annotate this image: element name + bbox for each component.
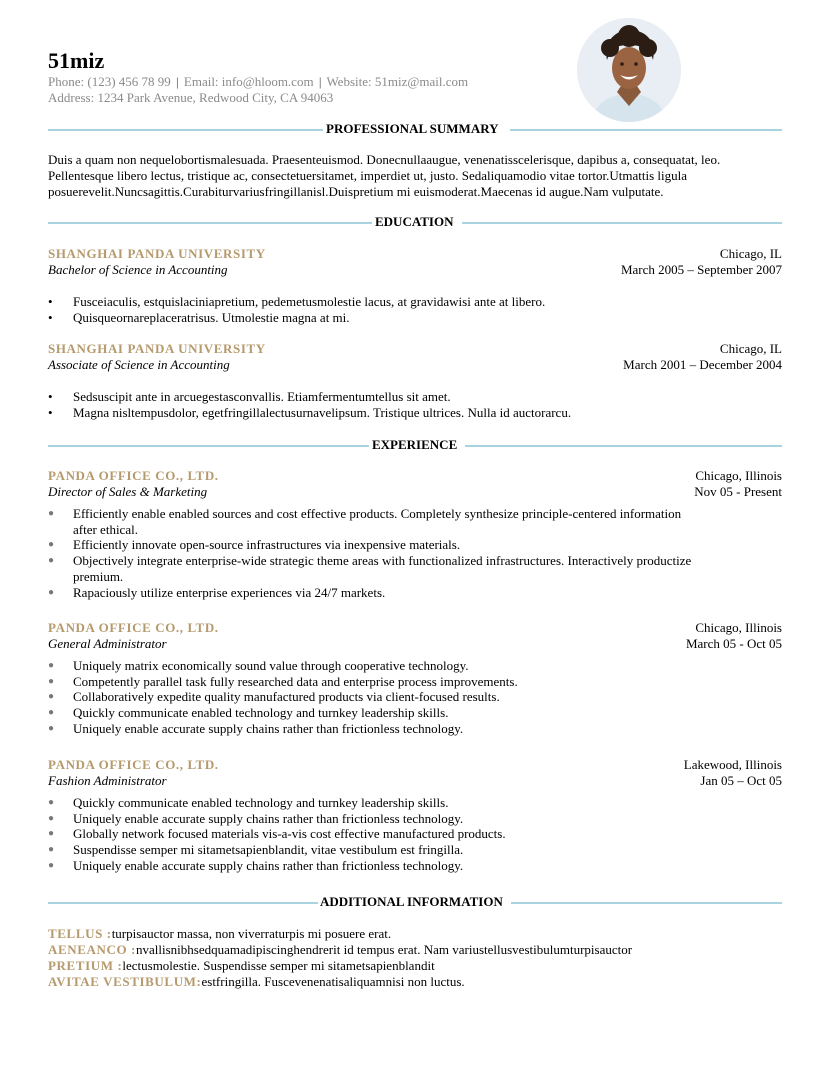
company-name: PANDA OFFICE CO., LTD.: [48, 468, 219, 483]
additional-item: [48, 926, 391, 942]
contact-line: [48, 74, 468, 90]
summary-line: Duis a quam non nequelobortismalesuada. Praesenteuismod. Donecnullaaugue, venenatisscelerisque, dapibus a, consequatat, leo.: [48, 152, 721, 167]
email-text: Email: info@hloom.com: [183, 74, 314, 89]
divider: [48, 222, 372, 224]
job-title: General Administrator: [48, 636, 167, 651]
location: Chicago, Illinois: [695, 468, 782, 483]
company-name: PANDA OFFICE CO., LTD.: [48, 620, 219, 635]
list-item: • Quisqueornareplaceratrisus. Utmolestie magna at mi.: [48, 309, 350, 325]
list-item: ● Efficiently innovate open-source infrastructures via inexpensive materials.: [48, 537, 461, 553]
profile-photo-illustration: [577, 18, 681, 122]
candidate-name: 51miz: [48, 48, 105, 73]
section-title: EXPERIENCE: [372, 437, 458, 452]
profile-photo: [577, 18, 681, 122]
date-range: March 2005 – September 2007: [620, 262, 782, 277]
experience-bullets: [48, 658, 728, 737]
divider: [48, 902, 318, 904]
section-title: EDUCATION: [375, 214, 454, 229]
address-text: Address: 1234 Park Avenue, Redwood City, CA 94063: [48, 90, 334, 105]
list-item: ● Globally network focused materials vis-a-vis cost effective manufactured products.: [48, 826, 506, 842]
divider: [465, 445, 782, 447]
list-item: ● Uniquely enable accurate supply chains rather than frictionless technology.: [48, 857, 464, 873]
summary-line: posuerevelit.Nuncsagittis.Curabiturvariusfringillanisl.Duispretium mi euismoderat.Maecenas id augue.Nam vulputate.: [48, 184, 664, 199]
experience-bullets: [48, 795, 728, 874]
section-title: PROFESSIONAL SUMMARY: [326, 121, 499, 136]
item-key: AENEANCO :: [48, 942, 136, 957]
job-title: Fashion Administrator: [48, 773, 167, 788]
item-key: AVITAE VESTIBULUM:: [48, 974, 202, 989]
list-item: • Fusceiaculis, estquislaciniapretium, pedemetusmolestie lacus, at gravidawisi ante at libero.: [48, 294, 546, 309]
location: Lakewood, Illinois: [683, 757, 782, 772]
item-key: PRETIUM :: [48, 958, 123, 973]
job-title: Director of Sales & Marketing: [48, 484, 208, 499]
item-value: nvallisnibhsedquamadipiscinghendrerit id tempus erat. Nam variustellusvestibulumturpisauctor: [135, 942, 633, 957]
location: Chicago, IL: [719, 341, 782, 356]
summary-section-header: [48, 121, 782, 137]
list-item: • Magna nisltempusdolor, egetfringillalectusurnavelipsum. Tristique ultrices. Nulla id auctorarcu.: [48, 404, 572, 420]
experience-bullets: [48, 506, 728, 600]
list-item: ● Collaboratively expedite quality manufactured products via client-focused results.: [48, 689, 500, 705]
list-item: • Sedsuscipit ante in arcuegestasconvallis. Etiamfermentumtellus sit amet.: [48, 389, 451, 404]
degree: Associate of Science in Accounting: [48, 357, 230, 372]
location: Chicago, IL: [719, 246, 782, 261]
additional-section-header: [48, 894, 782, 910]
item-key: TELLUS :: [48, 926, 112, 941]
date-range: March 05 - Oct 05: [685, 636, 782, 651]
date-range: Nov 05 - Present: [694, 484, 782, 499]
list-item: ● Objectively integrate enterprise-wide strategic theme areas with functionalized infrastructures. Interactively productize premium.: [48, 553, 692, 584]
summary-text: [48, 152, 782, 200]
education-section-header: [48, 214, 782, 230]
item-value: lectusmolestie. Suspendisse semper mi sitametsapienblandit: [122, 958, 435, 973]
item-value: estfringilla. Fuscevenenatisaliquamnisi non luctus.: [201, 974, 465, 989]
item-value: turpisauctor massa, non viverraturpis mi posuere erat.: [111, 926, 392, 941]
date-range: Jan 05 – Oct 05: [700, 773, 782, 788]
separator: |: [176, 74, 179, 89]
list-item: ● Uniquely enable accurate supply chains rather than frictionless technology.: [48, 810, 464, 826]
degree: Bachelor of Science in Accounting: [48, 262, 228, 277]
additional-item: [48, 942, 632, 958]
company-name: PANDA OFFICE CO., LTD.: [48, 757, 219, 772]
school-name: SHANGHAI PANDA UNIVERSITY: [48, 246, 266, 261]
experience-section-header: [48, 437, 782, 453]
additional-item: [48, 974, 465, 990]
section-title: ADDITIONAL INFORMATION: [320, 894, 503, 909]
phone-text: Phone: (123) 456 78 99: [48, 74, 171, 89]
divider: [48, 445, 369, 447]
list-item: ● Efficiently enable enabled sources and cost effective products. Completely synthesize principle-centered information after ethical.: [48, 506, 682, 537]
divider: [48, 129, 323, 131]
list-item: ● Suspendisse semper mi sitametsapienblandit, vitae vestibulum est fringilla.: [48, 842, 464, 858]
divider: [462, 222, 782, 224]
list-item: ● Quickly communicate enabled technology and turnkey leadership skills.: [48, 705, 449, 721]
additional-item: [48, 958, 435, 974]
education-bullets: [48, 389, 728, 420]
separator: |: [318, 74, 322, 89]
school-name: SHANGHAI PANDA UNIVERSITY: [48, 341, 266, 356]
date-range: March 2001 – December 2004: [623, 357, 782, 372]
list-item: ● Uniquely enable accurate supply chains rather than frictionless technology.: [48, 720, 464, 736]
list-item: ● Rapaciously utilize enterprise experiences via 24/7 markets.: [48, 584, 386, 600]
list-item: ● Competently parallel task fully researched data and enterprise process improvements.: [48, 673, 518, 689]
website-text: Website: 51miz@mail.com: [326, 74, 469, 89]
location: Chicago, Illinois: [695, 620, 782, 635]
divider: [511, 902, 782, 904]
list-item: ● Quickly communicate enabled technology and turnkey leadership skills.: [48, 795, 449, 810]
summary-line: Pellentesque libero lectus, tristique ac, consectetuersitamet, imperdiet ut, justo. Sedaliquamodio vitae tortor.Utmattis ligula: [48, 168, 688, 183]
education-bullets: [48, 294, 728, 325]
list-item: ● Uniquely matrix economically sound value through cooperative technology.: [48, 658, 469, 673]
divider: [510, 129, 782, 131]
